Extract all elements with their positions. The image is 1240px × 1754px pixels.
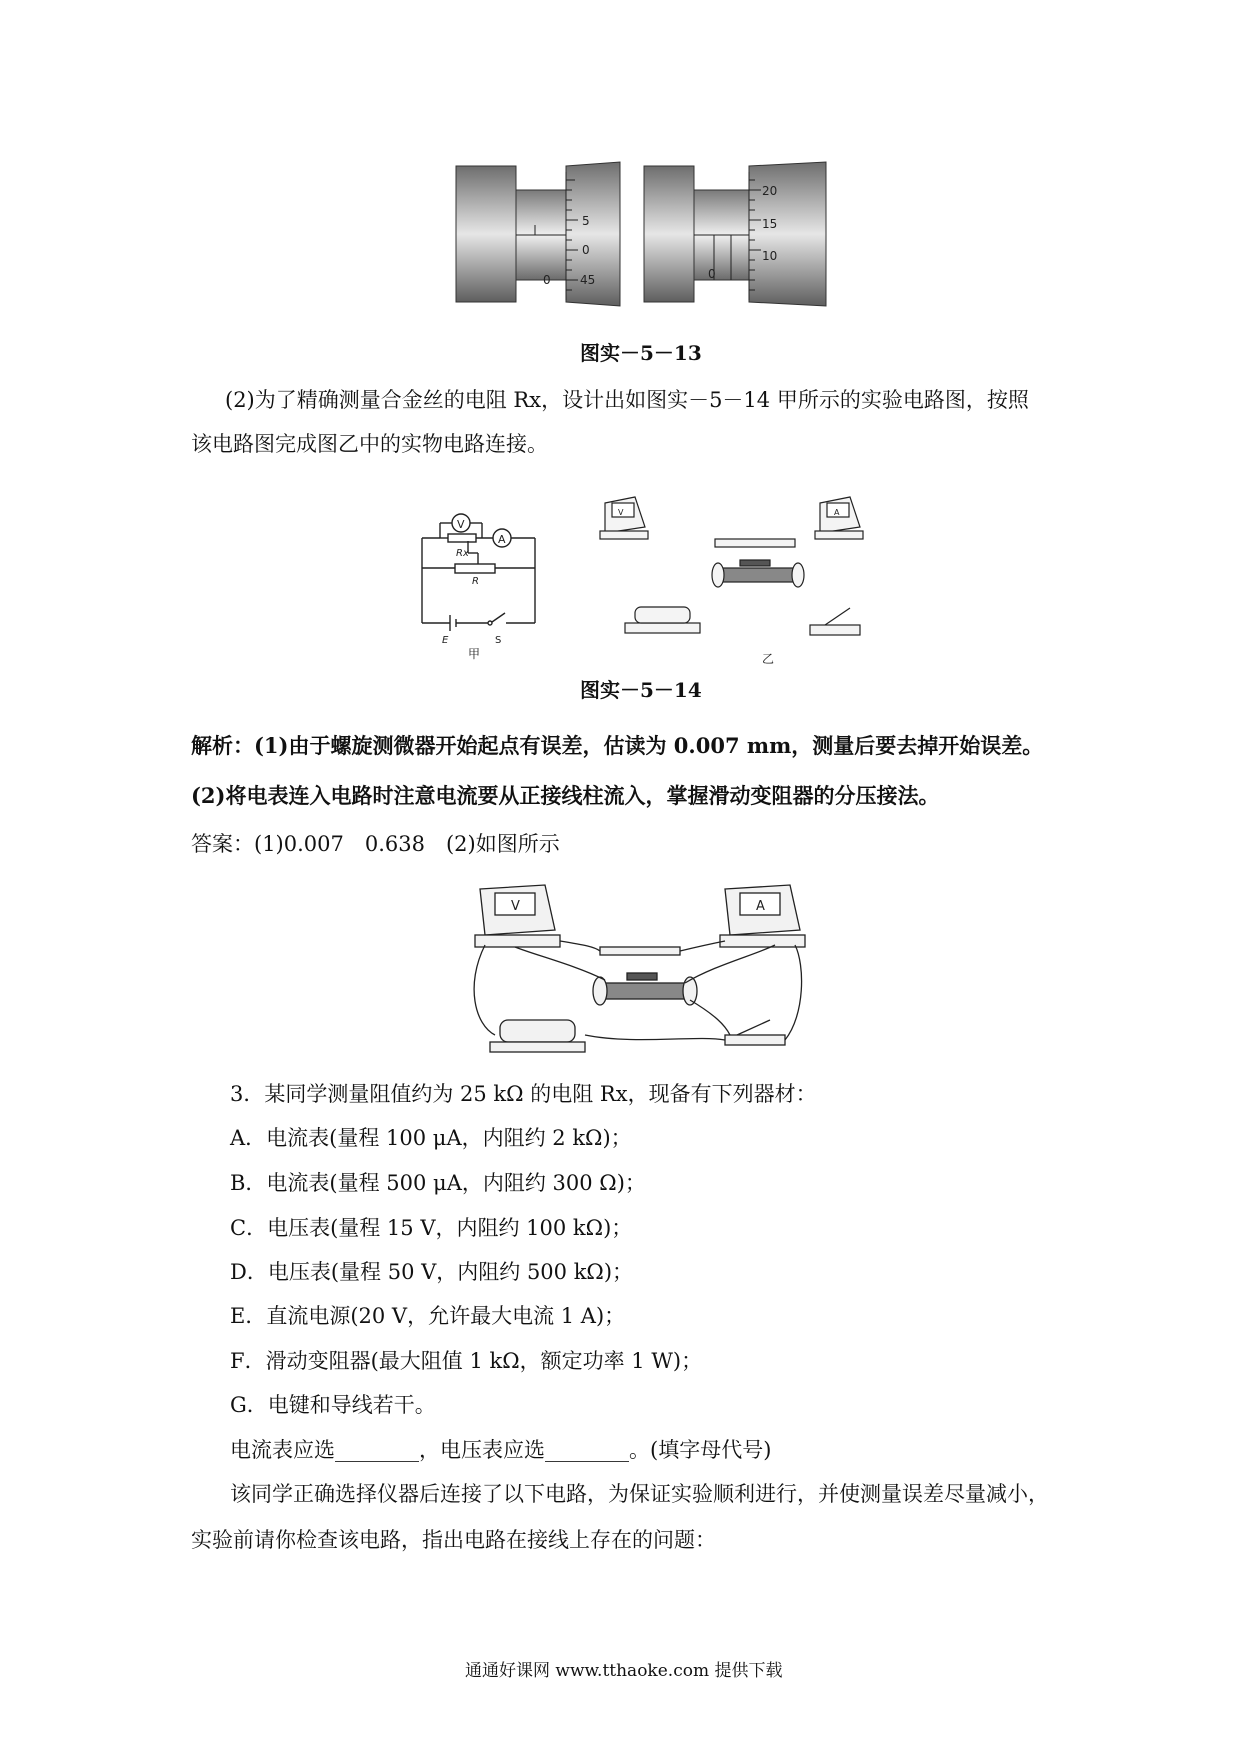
option-g: G．电键和导线若干。 (230, 1393, 436, 1417)
question-2-line-2: 该电路图完成图乙中的实物电路连接。 (191, 432, 548, 456)
schematic-s-label: S (495, 635, 502, 646)
schematic-label: 甲 (468, 647, 481, 661)
circuit-figure (400, 483, 880, 666)
left-label-5: 5 (582, 214, 590, 228)
option-c: C．电压表(量程 15 V，内阻约 100 kΩ)； (230, 1216, 633, 1240)
physical-voltmeter-label: V (618, 508, 624, 517)
right-label-20: 20 (762, 184, 778, 198)
micrometer-left (456, 162, 620, 306)
micrometer-right (644, 162, 826, 306)
question-2-line-1: (2)为了精确测量合金丝的电阻 Rx，设计出如图实－5－14 甲所示的实验电路图，按照 (225, 388, 1029, 412)
fill-blank: 电流表应选________，电压表应选________。(填字母代号) (230, 1438, 772, 1462)
circuit-schematic (422, 514, 535, 631)
physical-label: 乙 (762, 652, 775, 666)
physical-apparatus (600, 497, 863, 635)
answer-text: 答案：(1)0.007 0.638 (2)如图所示 (191, 832, 560, 856)
paragraph-line-2: 实验前请你检查该电路，指出电路在接线上存在的问题： (191, 1528, 716, 1552)
right-main-zero: 0 (708, 267, 716, 281)
schematic-rx-label: Rx (456, 548, 469, 559)
answer-ammeter-label: A (756, 899, 765, 914)
left-label-45: 45 (580, 273, 596, 287)
micrometer-figure (455, 160, 835, 310)
option-b: B．电流表(量程 500 μA，内阻约 300 Ω)； (230, 1171, 646, 1195)
schematic-voltmeter-label: V (457, 518, 465, 531)
right-label-15: 15 (762, 217, 778, 231)
figure-13-caption: 图实－5－13 (580, 341, 702, 365)
schematic-ammeter-label: A (498, 533, 506, 546)
answer-circuit-figure (475, 885, 805, 1060)
analysis-line-1: 解析：(1)由于螺旋测微器开始起点有误差，估读为 0.007 mm，测量后要去掉开始误差。 (191, 733, 1044, 758)
answer-voltmeter-label: V (511, 899, 520, 914)
option-f: F．滑动变阻器(最大阻值 1 kΩ，额定功率 1 W)； (230, 1349, 703, 1373)
physical-ammeter-label: A (834, 508, 840, 517)
left-label-0: 0 (582, 243, 590, 257)
option-a: A．电流表(量程 100 μA，内阻约 2 kΩ)； (230, 1126, 632, 1150)
option-d: D．电压表(量程 50 V，内阻约 500 kΩ)； (230, 1260, 634, 1284)
analysis-line-2: (2)将电表连入电路时注意电流要从正接线柱流入，掌握滑动变阻器的分压接法。 (191, 783, 940, 808)
right-label-10: 10 (762, 249, 778, 263)
left-main-zero: 0 (543, 273, 551, 287)
schematic-r-label: R (472, 576, 479, 587)
footer-text: 通通好课网 www.tthaoke.com 提供下载 (465, 1661, 783, 1681)
question-3-intro: 3．某同学测量阻值约为 25 kΩ 的电阻 Rx，现备有下列器材： (230, 1082, 817, 1106)
figure-14-caption: 图实－5－14 (580, 678, 702, 702)
option-e: E．直流电源(20 V，允许最大电流 1 A)； (230, 1304, 626, 1328)
schematic-e-label: E (442, 635, 449, 646)
paragraph-line-1: 该同学正确选择仪器后连接了以下电路，为保证实验顺利进行，并使测量误差尽量减小， (230, 1482, 1049, 1506)
